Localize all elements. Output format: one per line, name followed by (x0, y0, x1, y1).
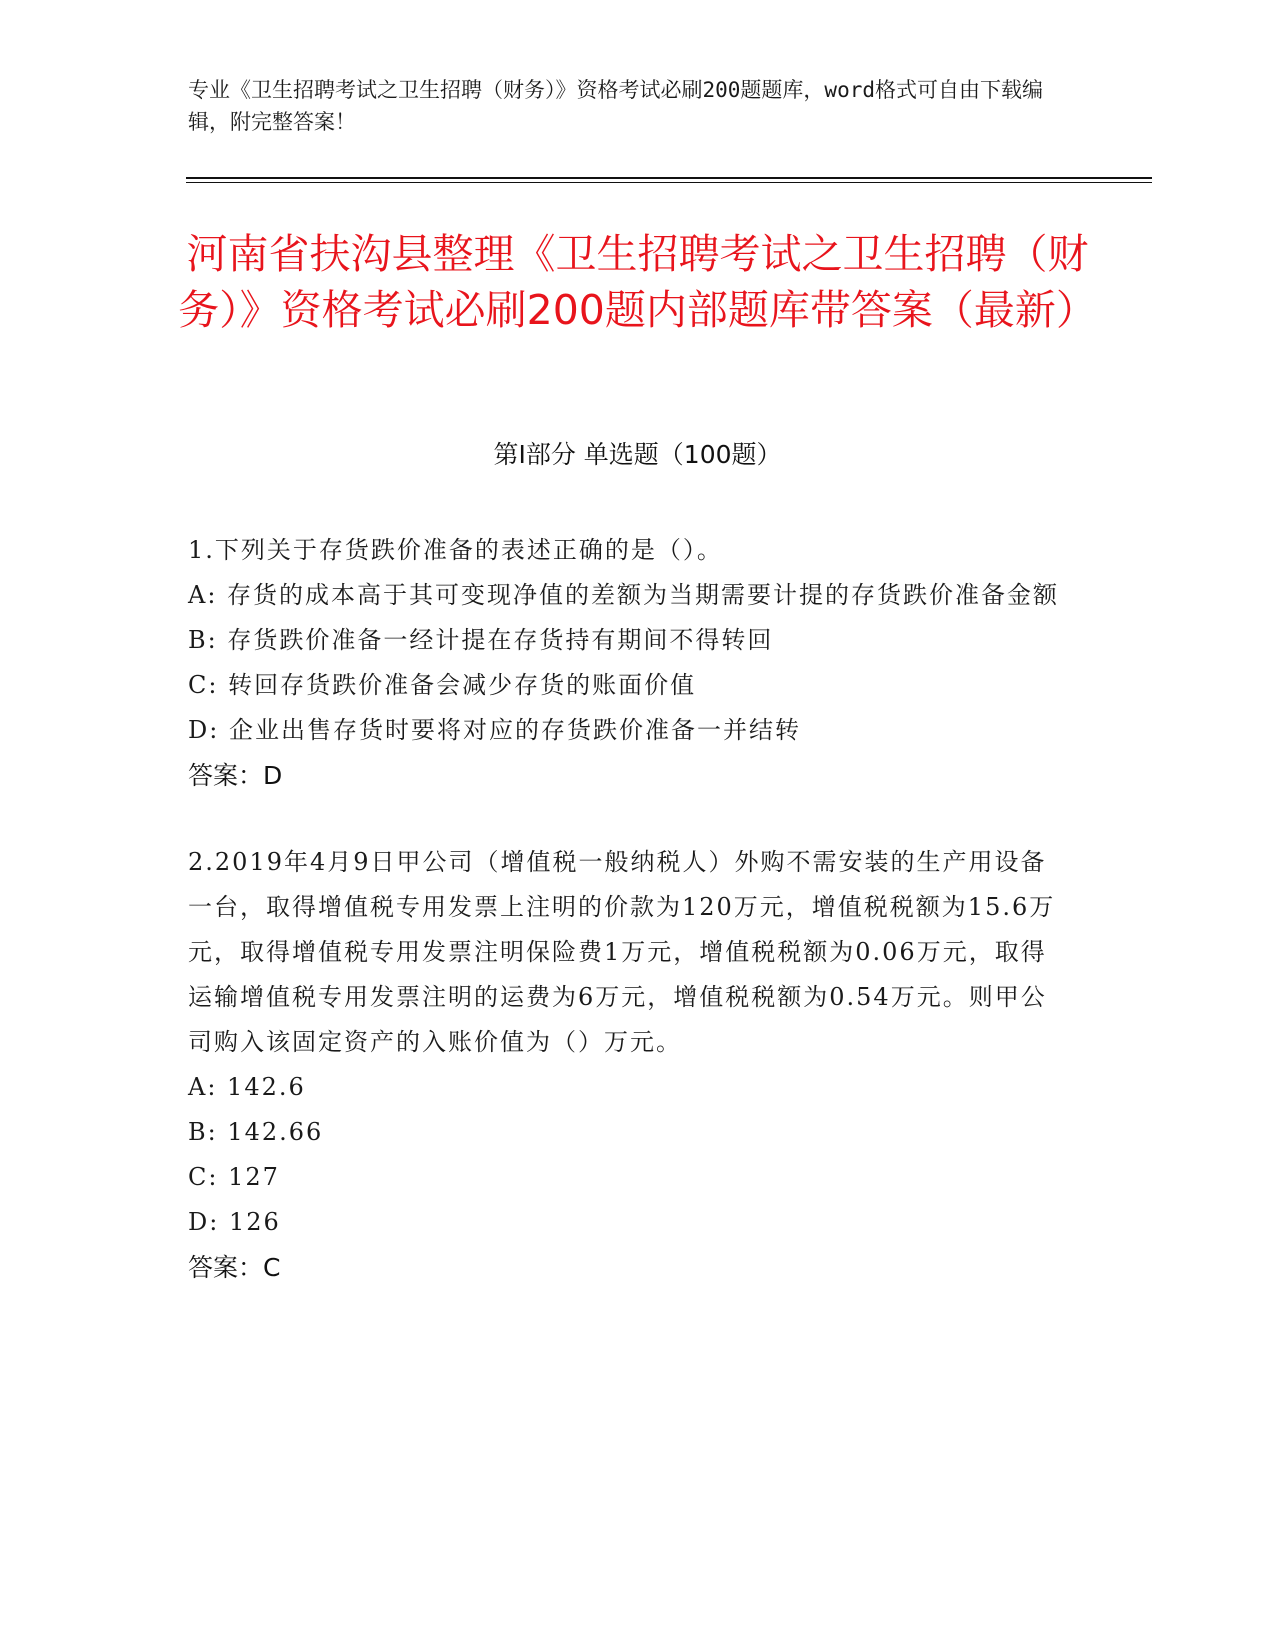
option-a: A: 142.6 (188, 1073, 306, 1101)
header-divider-thin (186, 182, 1152, 183)
question-stem: 2.2019年4月9日甲公司（增值税一般纳税人）外购不需安装的生产用设备一台，取得增值税专用发票上注明的价款为120万元，增值税税额为15.6万元，取得增值税专用发票注明保险费1万元，增值税税额为0.06万元，取得运输增值税专用发票注明的运费为6万元，增值税税额为0.54万元。则甲公司购入该固定资产的入账价值为（）万元。 (188, 848, 1056, 1056)
header-divider-thick (186, 177, 1152, 179)
option-b: B: 存货跌价准备一经计提在存货持有期间不得转回 (188, 626, 774, 654)
question-stem: 1.下列关于存货跌价准备的表述正确的是（）。 (188, 536, 723, 564)
option-d: D: 企业出售存货时要将对应的存货跌价准备一并结转 (188, 716, 801, 744)
answer-line: 答案：C (188, 1253, 281, 1282)
option-c: C: 127 (188, 1163, 280, 1191)
header-note: 专业《卫生招聘考试之卫生招聘（财务）》资格考试必刷200题题库，word格式可自由下载编辑，附完整答案！ (188, 78, 1043, 134)
option-c: C: 转回存货跌价准备会减少存货的账面价值 (188, 671, 697, 699)
question-list (188, 528, 1068, 1332)
option-a: A: 存货的成本高于其可变现净值的差额为当期需要计提的存货跌价准备金额 (188, 581, 1060, 609)
option-b: B: 142.66 (188, 1118, 324, 1146)
question-2 (188, 840, 1068, 1290)
document-title: 河南省扶沟县整理《卫生招聘考试之卫生招聘（财务）》资格考试必刷200题内部题库带答案（最新） (178, 230, 1097, 334)
option-d: D: 126 (188, 1208, 281, 1236)
answer-line: 答案：D (188, 761, 283, 790)
question-1 (188, 528, 1068, 798)
section-heading: 第I部分 单选题（100题） (493, 440, 782, 469)
